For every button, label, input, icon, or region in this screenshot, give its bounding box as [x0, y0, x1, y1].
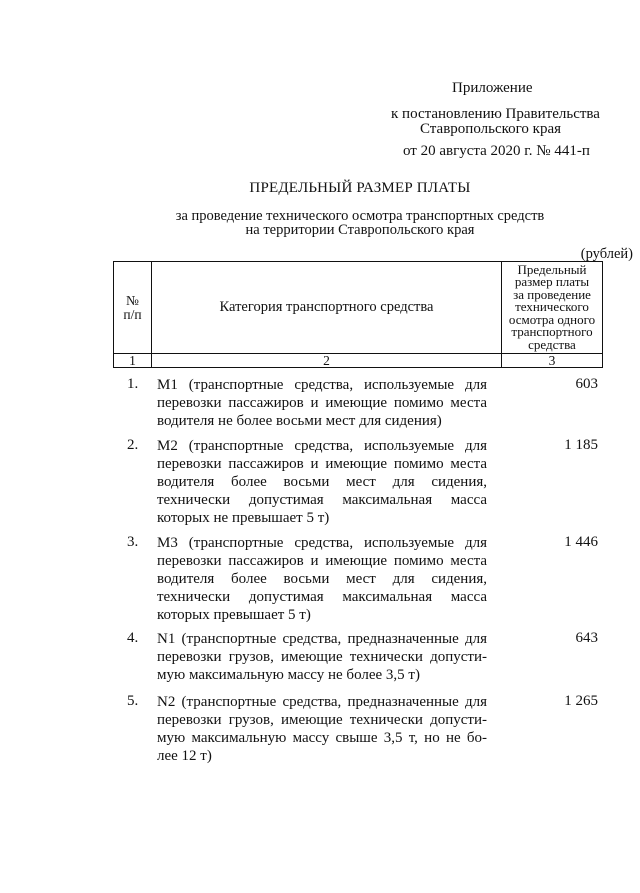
row-category [157, 376, 487, 430]
row-category-line: технически допустимая максимальная масса [157, 492, 487, 508]
row-category-line: M2 (транспортные средства, используемые для [157, 438, 487, 454]
document-title: ПРЕДЕЛЬНЫЙ РАЗМЕР ПЛАТЫ [249, 180, 471, 196]
row-category-line: N1 (транспортные средства, предназначенные для [157, 631, 487, 647]
column-header-price-line: средства [528, 336, 576, 352]
column-header-price-line: осмотра одного [508, 311, 596, 327]
column-header-number-line2: п/п [123, 306, 142, 322]
row-price: 1 185 [564, 437, 598, 453]
row-price: 1 265 [564, 693, 598, 709]
row-price: 603 [575, 376, 598, 392]
row-category-line: водителя более восьми мест для сидения, [157, 571, 487, 587]
column-header-price-line: размер платы [514, 274, 590, 290]
table-header [113, 261, 603, 368]
row-category [157, 437, 487, 527]
appendix-resolution-line: к постановлению Правительства [391, 106, 600, 122]
column-header-price-line: за проведение [513, 286, 591, 302]
row-number: 1. [127, 376, 139, 392]
column-header-category: Категория транспортного средства [152, 262, 502, 354]
appendix-region-line: Ставропольского края [420, 121, 561, 137]
appendix-title: Приложение [452, 80, 533, 96]
row-category-line: которых не превышает 5 т) [157, 510, 330, 526]
table-header-row [114, 262, 603, 354]
row-category-line: лее 12 т) [157, 748, 212, 764]
column-header-price-line: транспортного [511, 324, 593, 340]
row-category-line: перевозки пассажиров и имеющие помимо места [157, 553, 487, 569]
row-number: 3. [127, 534, 139, 550]
row-number: 5. [127, 693, 139, 709]
row-number: 4. [127, 630, 139, 646]
column-header-price [502, 262, 603, 354]
column-header-number [114, 262, 152, 354]
row-category-line: технически допустимая максимальная масса [157, 589, 487, 605]
row-price: 643 [575, 630, 598, 646]
row-category-line: перевозки грузов, имеющие технически допусти- [157, 712, 487, 728]
column-index-3: 3 [502, 354, 603, 368]
appendix-date: от 20 августа 2020 г. № 441-п [403, 143, 590, 159]
row-category [157, 630, 487, 684]
column-index-2: 2 [152, 354, 502, 368]
row-category-line: N2 (транспортные средства, предназначенные для [157, 694, 487, 710]
row-category-line: перевозки пассажиров и имеющие помимо места [157, 395, 487, 411]
row-category-line: мую максимальную массу свыше 3,5 т, но не бо- [157, 730, 487, 746]
row-category [157, 534, 487, 624]
column-header-price-line: Предельный [517, 261, 587, 277]
row-category-line: водителя не более восьми мест для сидения) [157, 413, 442, 429]
row-category-line: которых превышает 5 т) [157, 607, 311, 623]
document-subtitle-line2: на территории Ставропольского края [245, 222, 475, 238]
row-category [157, 693, 487, 765]
row-category-line: мую максимальную массу не более 3,5 т) [157, 667, 420, 683]
row-number: 2. [127, 437, 139, 453]
row-category-line: перевозки грузов, имеющие технически допусти- [157, 649, 487, 665]
table-index-row [114, 354, 603, 368]
row-category-line: перевозки пассажиров и имеющие помимо места [157, 456, 487, 472]
row-category-line: водителя более восьми мест для сидения, [157, 474, 487, 490]
document-subtitle-line1: за проведение технического осмотра транспортных средств [175, 208, 545, 224]
column-index-1: 1 [114, 354, 152, 368]
column-header-price-line: технического [515, 299, 589, 315]
row-category-line: M1 (транспортные средства, используемые для [157, 377, 487, 393]
row-category-line: M3 (транспортные средства, используемые для [157, 535, 487, 551]
column-header-number-line1: № [126, 292, 139, 308]
row-price: 1 446 [564, 534, 598, 550]
units-label: (рублей) [580, 246, 633, 262]
